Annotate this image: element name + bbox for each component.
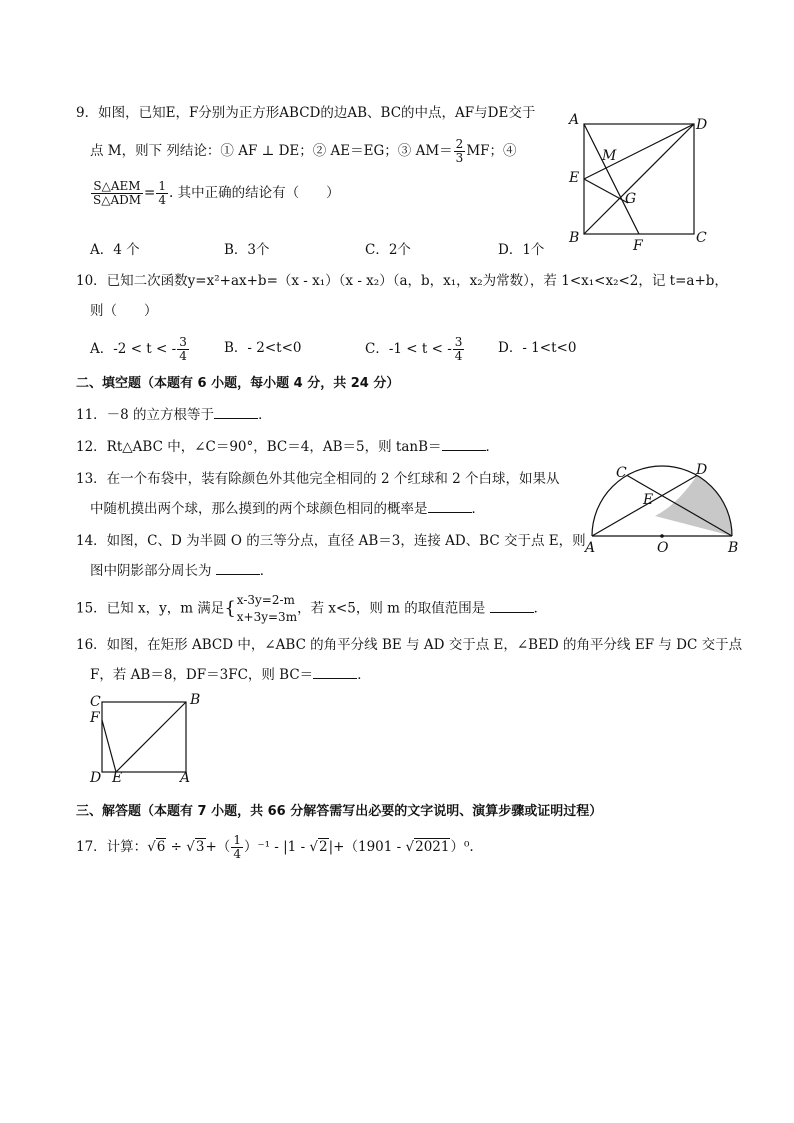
- answer-blank[interactable]: [442, 438, 486, 451]
- label-b: B: [569, 230, 580, 246]
- label-b: B: [190, 692, 201, 708]
- q12: 12．Rt△ABC 中，∠C＝90°，BC＝4，AB＝5，则 tanB＝ ．: [76, 439, 499, 455]
- fraction-1-4: $\frac{1}{4}$: [158, 179, 166, 207]
- label-d: D: [90, 770, 102, 786]
- label-m: M: [602, 148, 617, 164]
- section-3-title: 三、解答题（本题有 7 小题，共 66 分解答需写出必要的文字说明、演算步骤或证明过程）: [76, 804, 603, 819]
- answer-blank[interactable]: [490, 600, 534, 613]
- label-f: F: [633, 238, 643, 254]
- q9-line2: 点 M，则下 列结论：① AF ⊥ DE；② AE＝EG；③ AM＝ $\frac{2}{3}$ MF；④: [90, 137, 517, 165]
- label-g: G: [625, 191, 637, 207]
- answer-blank[interactable]: [216, 562, 260, 575]
- label-c: C: [696, 230, 707, 246]
- q13-line2: 中随机摸出两个球，那么摸到的两个球颜色相同的概率是 ．: [90, 501, 485, 517]
- fraction-2-3: $\frac{2}{3}$: [455, 137, 464, 165]
- q9-option-c[interactable]: C．2个: [365, 242, 411, 258]
- q9-option-b[interactable]: B．3个: [224, 242, 270, 258]
- section-2-title: 二、填空题（本题有 6 小题，每小题 4 分，共 24 分）: [76, 376, 400, 391]
- q10-option-c[interactable]: C．-1 < t < - $\frac{3}{4}$: [365, 335, 463, 363]
- q9-option-a[interactable]: A．4 个: [90, 242, 140, 258]
- label-a: A: [569, 112, 580, 128]
- semicircle-figure: [582, 460, 742, 558]
- label-c: C: [90, 694, 101, 710]
- label-d: D: [696, 462, 708, 478]
- label-f: F: [90, 710, 100, 726]
- q9-option-d[interactable]: D．1个: [498, 242, 545, 258]
- equation-system: x-3y=2-m x+3y=3m: [236, 593, 298, 624]
- q16-line2: F，若 AB＝8，DF＝3FC，则 BC＝ ．: [90, 667, 371, 683]
- rectangle-figure: [86, 690, 204, 786]
- label-a: A: [585, 540, 596, 556]
- label-o: O: [657, 540, 669, 556]
- label-d: D: [696, 117, 708, 133]
- q9-line3: $\frac{\text{S△AEM}}{\text{S△ADM}}$ = $\frac{1}{4}$ . 其中正确的结论有（ ）: [93, 179, 340, 207]
- q14-line2: 图中阴影部分周长为 ．: [90, 563, 274, 579]
- q10-option-b[interactable]: B．- 2<t<0: [224, 340, 302, 356]
- q15: 15．已知 x，y，m 满足{ x-3y=2-m x+3y=3m ，若 x<5，则 m 的取值范围是 ．: [76, 593, 548, 624]
- q13-line1: 13．在一个布袋中，装有除颜色外其他完全相同的 2 个红球和 2 个白球，如果从: [76, 471, 560, 487]
- label-e: E: [643, 492, 654, 508]
- label-b: B: [728, 540, 739, 556]
- q10-line2: 则（ ）: [90, 303, 158, 319]
- q10-line1: 10．已知二次函数y=x²+ax+b=（x - x₁）（x - x₂）（a，b，x₁，x₂为常数），若 1<x₁<x₂<2，记 t=a+b，: [76, 273, 728, 289]
- q14-line1: 14．如图，C、D 为半圆 O 的三等分点，直径 AB＝3，连接 AD、BC 交于点 E，则: [76, 533, 586, 549]
- answer-blank[interactable]: [428, 500, 472, 513]
- answer-blank[interactable]: [214, 406, 258, 419]
- q10-option-d[interactable]: D．- 1<t<0: [498, 340, 577, 356]
- q11: 11．－8 的立方根等于 ．: [76, 407, 272, 423]
- q16-line1: 16．如图，在矩形 ABCD 中，∠ABC 的角平分线 BE 与 AD 交于点 E，∠BED 的角平分线 EF 与 DC 交于点: [76, 637, 743, 653]
- label-e: E: [569, 170, 580, 186]
- label-e: E: [112, 770, 123, 786]
- square-figure: [562, 108, 712, 254]
- q9-line1: 9．如图，已知E，F分别为正方形ABCD的边AB、BC的中点，AF与DE交于: [76, 105, 536, 121]
- area-ratio: $\frac{\text{S△AEM}}{\text{S△ADM}}$: [93, 179, 142, 207]
- label-c: C: [616, 465, 627, 481]
- q10-option-a[interactable]: A．-2 < t < - $\frac{3}{4}$: [90, 335, 187, 363]
- answer-blank[interactable]: [313, 666, 357, 679]
- q17: 17．计算：√6 ÷ √3+（ $\frac{1}{4}$ ）⁻¹ - |1 - √2|+（1901 - √2021）⁰.: [76, 833, 474, 861]
- label-a: A: [180, 770, 191, 786]
